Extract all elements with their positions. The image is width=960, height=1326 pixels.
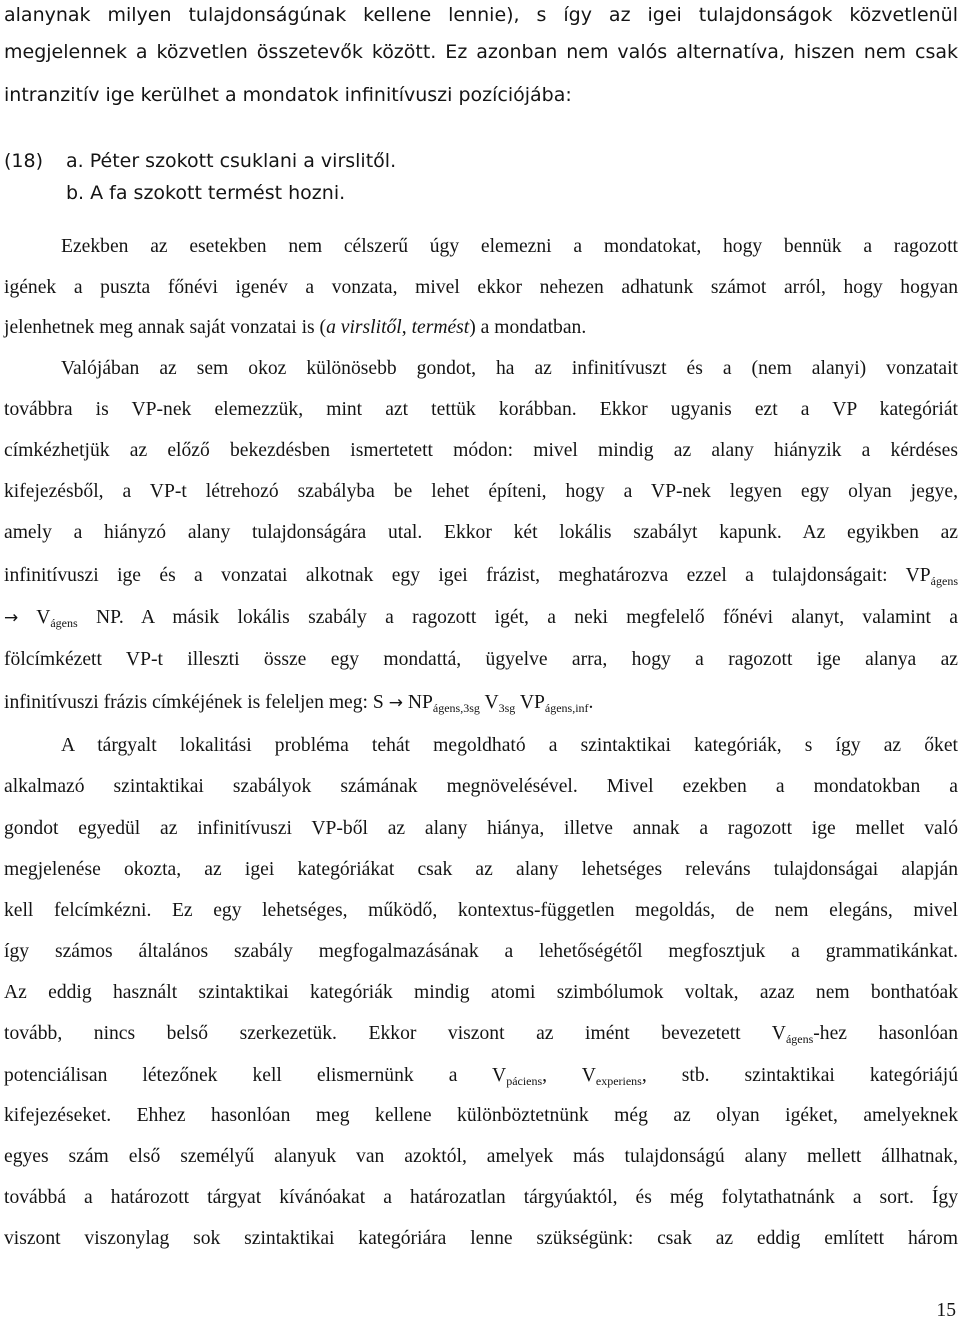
- p3-sub-experiens: experiens: [595, 1074, 642, 1088]
- p2-line-9: [4, 688, 958, 718]
- p3-line-10: kifejezéseket. Ehhez hasonlóan meg kellene különböztetnünk még az olyan igéket, amelyeknek: [4, 1105, 958, 1126]
- intro-line-3: intranzitív ige kerülhet a mondatok infinitívuszi pozíciójába:: [4, 84, 572, 106]
- p3-line-8-text: tovább, nincs belső szerkezetük. Ekkor viszont az imént bevezetett V: [4, 1023, 786, 1044]
- example-number: (18): [4, 150, 44, 172]
- p2-sub-agens-inf: ágens,inf: [544, 701, 589, 715]
- p2-line-5: amely a hiányzó alany tulajdonságára utal. Ekkor két lokális szabályt kapunk. Az egyikben az: [4, 522, 958, 543]
- p2-line-9-v: V: [479, 692, 499, 713]
- p2-line-7: [4, 603, 958, 633]
- p2-line-2: továbbra is VP-nek elemezzük, mint azt tettük korábban. Ekkor ugyanis ezt a VP kategóriát: [4, 399, 958, 420]
- p3-line-2: alkalmazó szintaktikai szabályok számának megnövelésével. Mivel ezekben a mondatokban a: [4, 776, 958, 797]
- example-b: b. A fa szokott termést hozni.: [66, 182, 346, 204]
- intro-line-2: megjelennek a közvetlen összetevők között. Ez azonban nem valós alternatíva, hiszen nem csak: [4, 41, 958, 63]
- p3-line-5: kell felcímkézni. Ez egy lehetséges, működő, kontextus-független megoldás, de nem elegáns, mivel: [4, 900, 958, 921]
- p3-sub-agens: ágens: [785, 1032, 814, 1046]
- p3-line-4: megjelenése okozta, az igei kategóriákat csak az alany lehetséges releváns tulajdonságai alapján: [4, 859, 958, 880]
- p2-line-7-v: V: [18, 607, 51, 628]
- p2-line-9-end: .: [588, 692, 594, 713]
- p2-sub-agens-3sg: ágens,3sg: [432, 701, 480, 715]
- p2-line-9-vp: VP: [515, 692, 545, 713]
- p3-line-9-text: potenciálisan létezőnek kell elismernünk a V: [4, 1065, 507, 1086]
- p3-line-3: gondot egyedül az infinitívuszi VP-ből az alany hiánya, illetve annak a ragozott ige mellet való: [4, 818, 958, 839]
- p1-line-1: Ezekben az esetekben nem célszerű úgy elemezni a mondatokat, hogy bennük a ragozott: [61, 236, 958, 257]
- p2-line-4: kifejezésből, a VP-t létrehozó szabályba be lehet építeni, hogy a VP-nek legyen egy olyan jegye,: [4, 481, 958, 502]
- p2-line-1: Valójában az sem okoz különösebb gondot, ha az infinitívuszt és a (nem alanyi) vonzatait: [61, 358, 958, 379]
- p1-line-3-post: ) a mondatban.: [469, 317, 587, 338]
- p2-sub-agens-2: ágens: [50, 616, 78, 630]
- p2-line-9-np: NP: [402, 692, 433, 713]
- p3-line-9-mid: , V: [542, 1065, 596, 1086]
- p3-line-11: egyes szám első személyű alanyuk van azoktól, amelyek más tulajdonságú alany mellett állhatnak,: [4, 1146, 958, 1167]
- example-a: a. Péter szokott csuklani a virslitől.: [66, 150, 397, 172]
- p1-line-2: igének a puszta főnévi igenév a vonzata, mivel ekkor nehezen adhatunk számot arról, hogy hogyan: [4, 277, 958, 298]
- p2-line-6-text: infinitívuszi ige és a vonzatai alkotnak egy igei frázist, meghatározva ezzel a tulajdonságait: VP: [4, 565, 931, 586]
- p1-line-3: [4, 313, 958, 343]
- intro-line-1: alanynak milyen tulajdonságúnak kellene lennie), s így az igei tulajdonságok közvetlenül: [4, 4, 958, 26]
- page-number: 15: [936, 1300, 956, 1321]
- p2-sub-3sg: 3sg: [498, 701, 516, 715]
- p3-line-12: továbbá a határozott tárgyat kívánóakat a határozatlan tárgyúaktól, és még folytathatnánk a sort. Így: [4, 1187, 958, 1208]
- p2-line-9-text: infinitívuszi frázis címkéjének is feleljen meg: S: [4, 692, 389, 713]
- p2-line-7-text: NP. A másik lokális szabály a ragozott igét, a neki megfelelő főnévi alanyt, valamint a: [77, 607, 958, 628]
- p1-line-3-pre: jelenhetnek meg annak saját vonzatai is (: [4, 317, 327, 338]
- p3-line-7: Az eddig használt szintaktikai kategóriák mindig atomi szimbólumok voltak, azaz nem bonthatóak: [4, 982, 958, 1003]
- p2-line-8: fölcímkézett VP-t illeszti össze egy mondattá, ügyelve arra, hogy a ragozott ige alanya az: [4, 649, 958, 670]
- p3-line-6: így számos általános szabály megfogalmazásának a lehetőségétől megfosztjuk a grammatikánkat.: [4, 941, 958, 962]
- p3-line-9: [4, 1061, 958, 1091]
- p1-line-3-mid: ,: [401, 317, 412, 338]
- rule-arrow-icon: →: [4, 608, 19, 628]
- p3-line-9-post: , stb. szintaktikai kategóriájú: [641, 1065, 958, 1086]
- p1-italic-virslitol: a virslitől: [326, 317, 402, 338]
- p3-line-8-post: -hez hasonlóan: [813, 1023, 958, 1044]
- p2-sub-agens: ágens: [930, 574, 958, 588]
- p3-line-13: viszont viszonylag sok szintaktikai kategóriára lenne szükségünk: csak az eddig említett három: [4, 1228, 958, 1249]
- rule-arrow-icon-2: →: [388, 693, 403, 713]
- p3-line-1: A tárgyalt lokalitási probléma tehát megoldható a szintaktikai kategóriák, s így az őket: [61, 735, 958, 756]
- p2-line-3: címkézhetjük az előző bekezdésben ismertetett módon: mivel mindig az alany hiányzik a kérdéses: [4, 440, 958, 461]
- p2-line-6: [4, 561, 958, 591]
- p3-line-8: [4, 1019, 958, 1049]
- p3-sub-paciens: páciens: [506, 1074, 543, 1088]
- p1-italic-termest: termést: [411, 317, 470, 338]
